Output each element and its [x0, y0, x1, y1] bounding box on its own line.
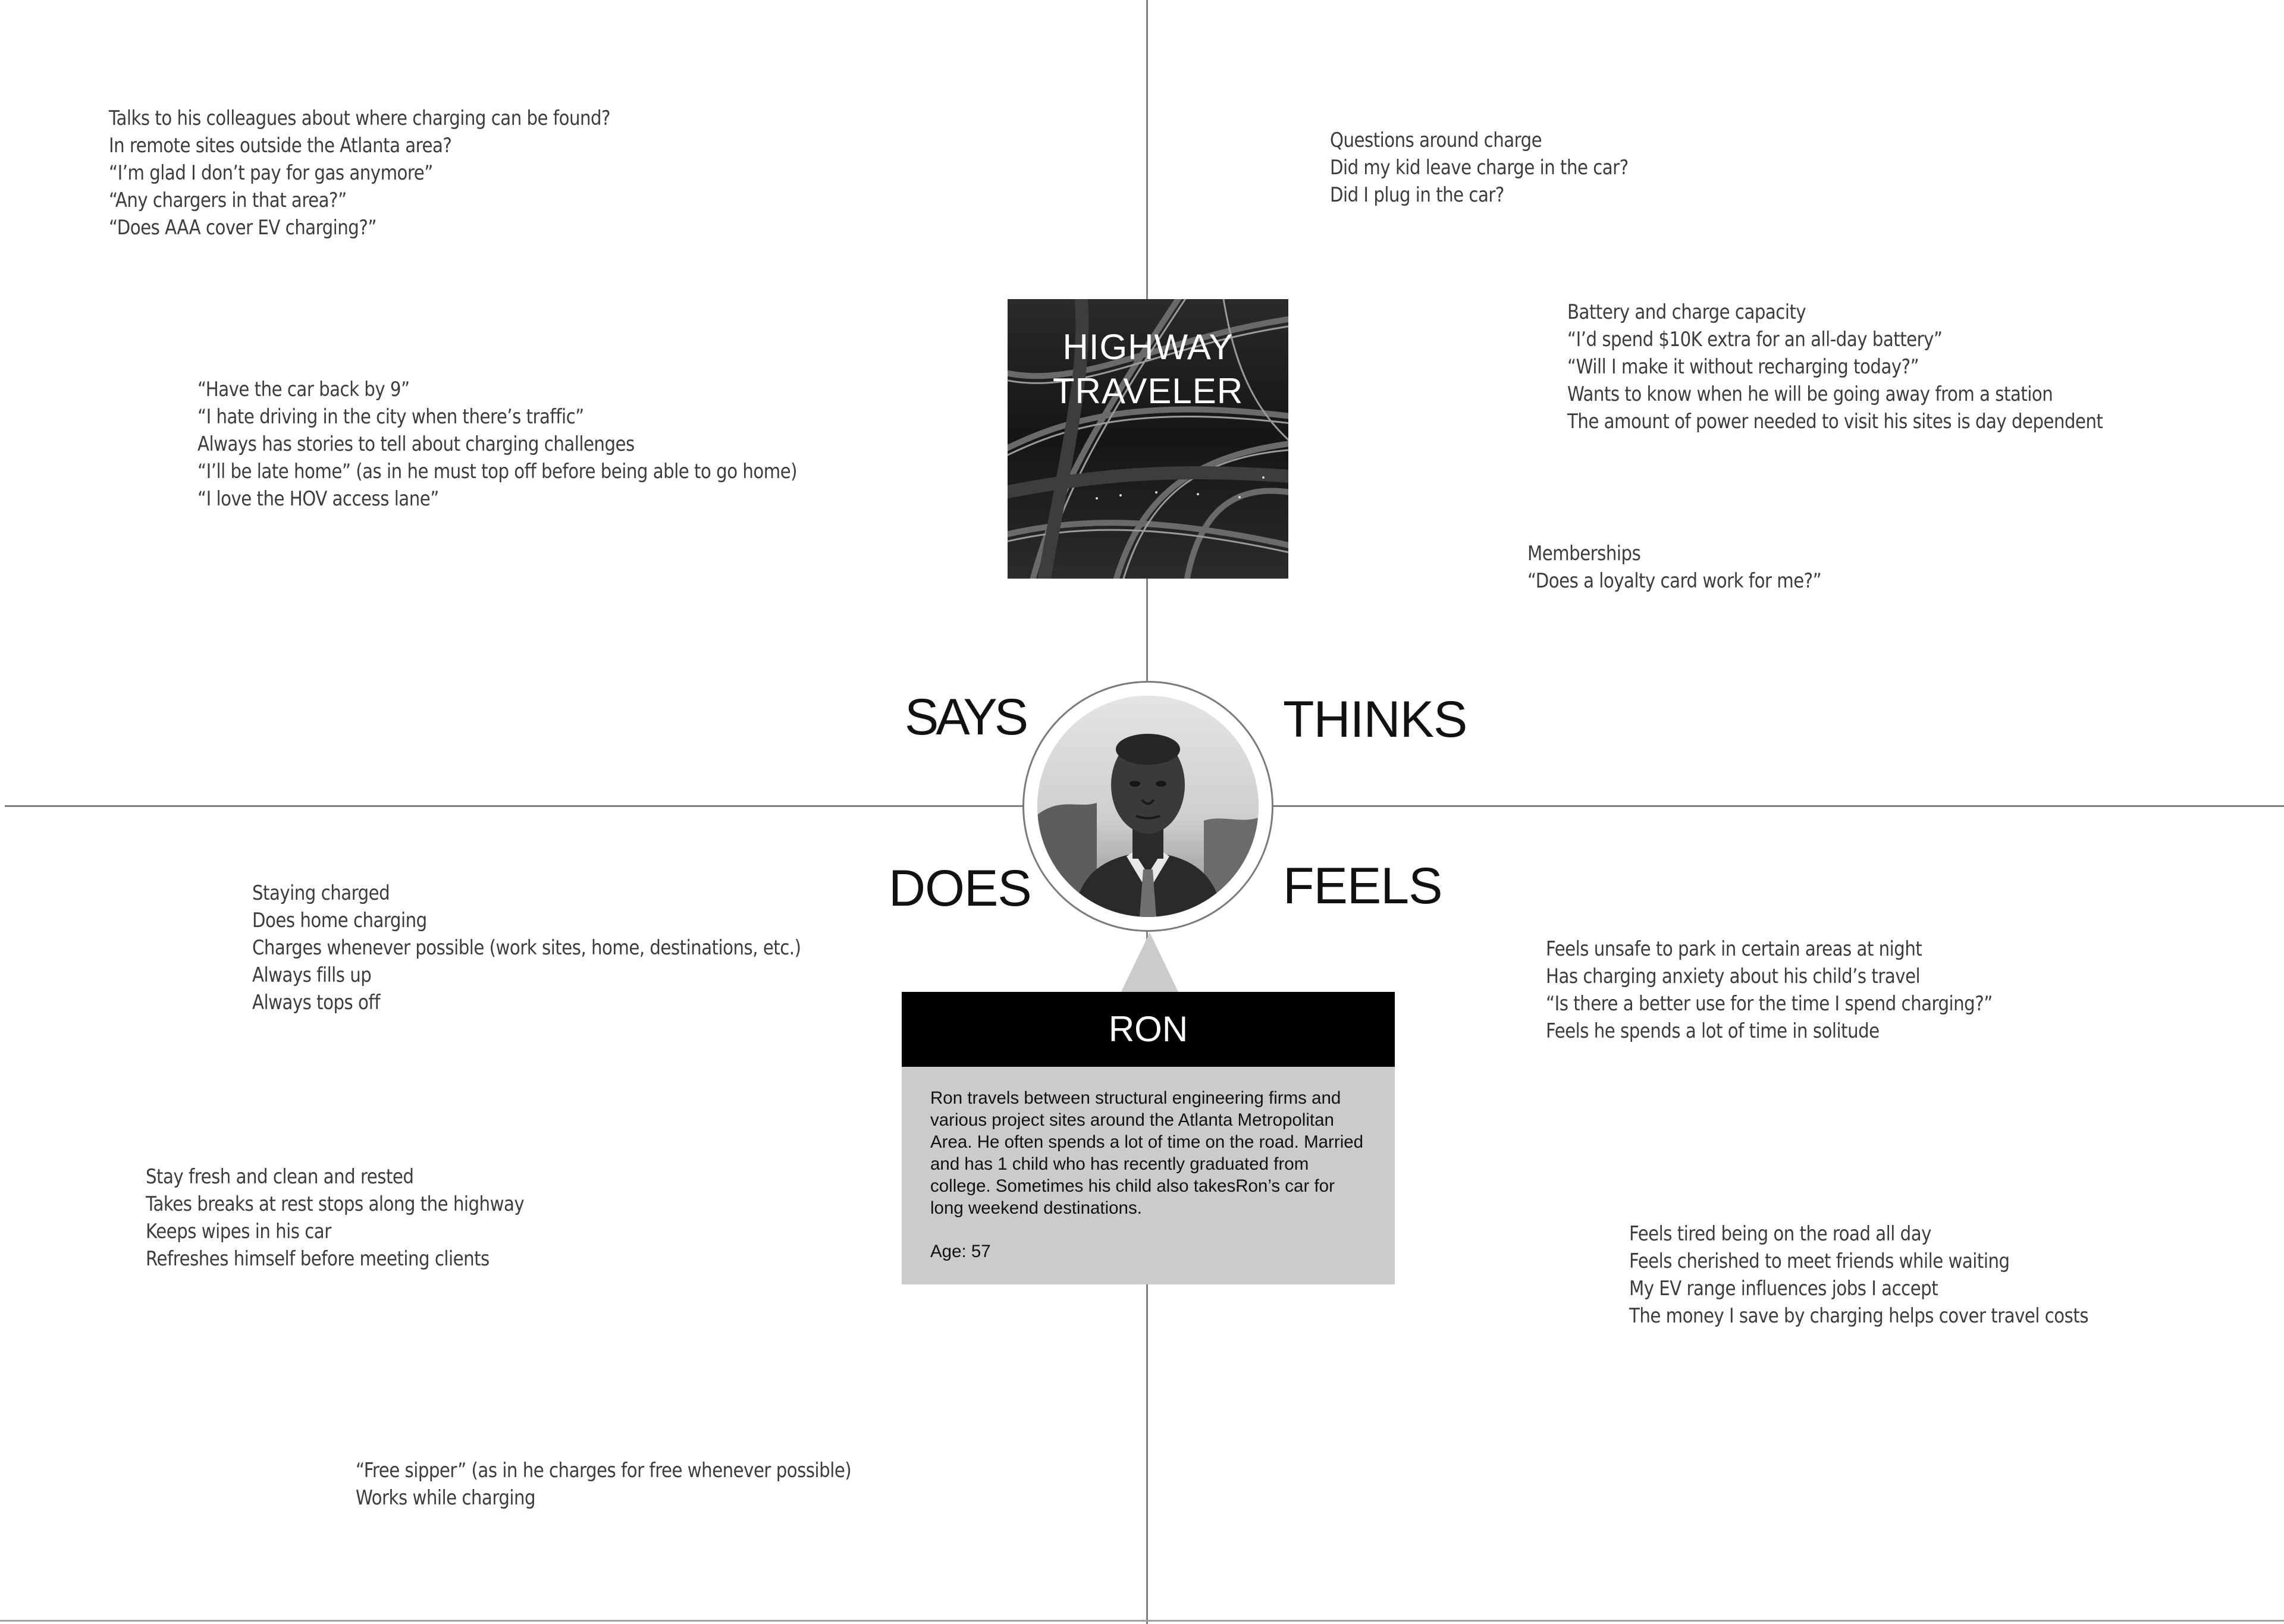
says-note-colleagues: Talks to his colleagues about where charging can be found? In remote sites outside the Atlanta area? “I’m glad I don’t pay for gas anymore” “Any chargers in that area?” “Does AAA cover EV charging?”	[109, 106, 611, 240]
avatar	[1037, 696, 1259, 917]
feels-note-unsafe: Feels unsafe to park in certain areas at night Has charging anxiety about his child’s travel “Is there a better use for the time I spend charging?” Feels he spends a lot of time in solitude	[1546, 937, 1993, 1043]
feels-label: FEELS	[1283, 857, 1442, 915]
persona-pointer	[1121, 932, 1178, 992]
persona-card	[902, 1067, 1395, 1284]
says-label: SAYS	[905, 689, 1026, 746]
persona-description: Ron travels between structural engineering firms and various project sites around the Atlanta Metropolitan Area. He often spends a lot of time on the road. Married and has 1 child who has recently graduated from college. Sometimes his child also takesRon’s car for long weekend destinations.	[930, 1088, 1364, 1218]
does-note-free-sipper: “Free sipper” (as in he charges for free whenever possible) Works while charging	[356, 1459, 852, 1510]
persona-age: Age: 57	[930, 1242, 991, 1261]
ron-portrait-image	[1037, 696, 1259, 917]
thinks-label: THINKS	[1283, 691, 1467, 748]
feels-note-tired: Feels tired being on the road all day Feels cherished to meet friends while waiting My EV range influences jobs I accept The money I save by charging helps cover travel costs	[1629, 1222, 2089, 1328]
tile-title: HIGHWAY TRAVELER	[1052, 327, 1244, 411]
does-note-staying-charged: Staying charged Does home charging Charges whenever possible (work sites, home, destinations, etc.) Always fills up Always tops off	[252, 881, 801, 1014]
thinks-note-battery: Battery and charge capacity “I’d spend $10K extra for an all-day battery” “Will I make it without recharging today?” Wants to know when he will be going away from a station The amount of power needed to visit his sites is day dependent	[1567, 300, 2103, 434]
thinks-note-memberships: Memberships “Does a loyalty card work for me?”	[1527, 542, 1822, 593]
says-note-quotes: “Have the car back by 9” “I hate driving in the city when there’s traffic” Always has stories to tell about charging challenges “I’ll be late home” (as in he must top off before being able to go home) “I love the HOV access lane”	[197, 378, 798, 511]
highway-traveler-tile	[1008, 299, 1288, 579]
thinks-note-charge-questions: Questions around charge Did my kid leave charge in the car? Did I plug in the car?	[1330, 128, 1629, 207]
does-label: DOES	[889, 860, 1031, 917]
bottom-border-line	[0, 1620, 2284, 1622]
does-note-stay-fresh: Stay fresh and clean and rested Takes breaks at rest stops along the highway Keeps wipes in his car Refreshes himself before meeting clients	[146, 1165, 525, 1271]
persona-name: RON	[902, 992, 1395, 1067]
